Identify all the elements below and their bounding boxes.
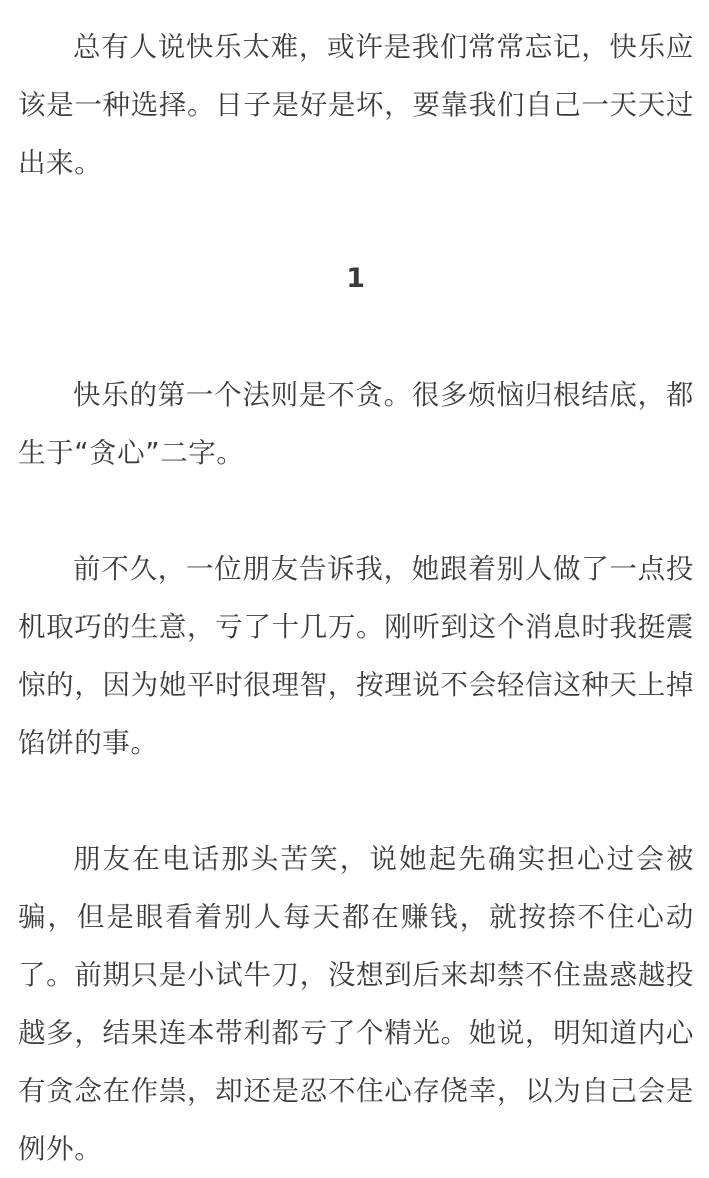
section-number-heading: 1: [346, 263, 366, 294]
paragraph-friend-story: 前不久，一位朋友告诉我，她跟着别人做了一点投机取巧的生意，亏了十几万。刚听到这个消息时我挺震惊的，因为她平时很理智，按理说不会轻信这种天上掉馅饼的事。: [18, 553, 694, 759]
paragraph-rule-one: 快乐的第一个法则是不贪。很多烦恼归根结底，都生于“贪心”二字。: [18, 379, 694, 469]
intro-paragraph: 总有人说快乐太难，或许是我们常常忘记，快乐应该是一种选择。日子是好是坏，要靠我们自己一天天过出来。: [18, 31, 694, 179]
paragraph-friend-phone: 朋友在电话那头苦笑，说她起先确实担心过会被骗，但是眼看着别人每天都在赚钱，就按捺不住心动了。前期只是小试牛刀，没想到后来却禁不住蛊惑越投越多，结果连本带利都亏了个精光。她说，明知道内心有贪念在作祟，却还是忍不住心存侥幸，以为自己会是例外。: [18, 843, 694, 1165]
